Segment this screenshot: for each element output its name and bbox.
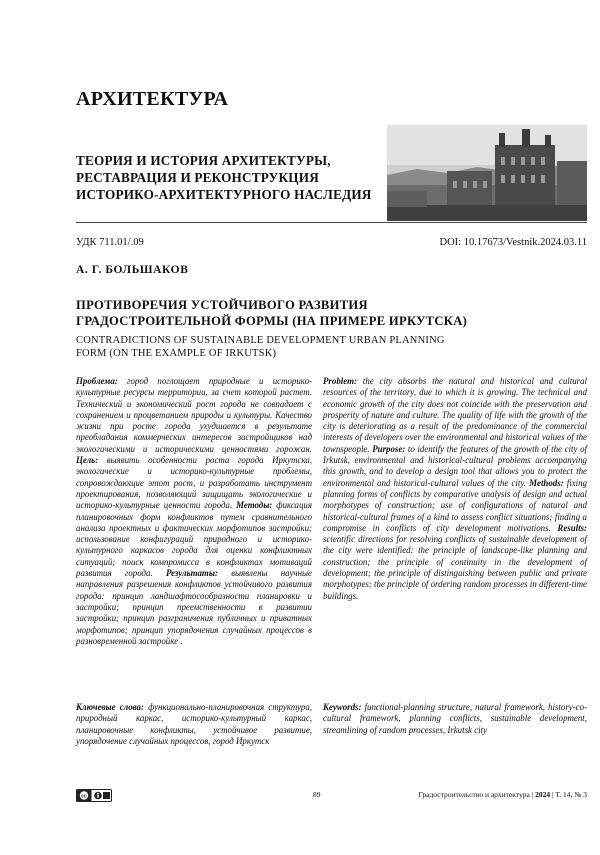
problem-label: Проблема:	[76, 376, 118, 386]
purpose-text: выявить особенности роста города Иркутска, экологические и историко-культурные проблемы, сопровождающие этот рост, и разработать инструмент проектирования, позволяющий защищать экологические и историко-культурные ценности города.	[76, 455, 312, 511]
page-number: 89	[313, 790, 321, 799]
purpose-text: to identify the features of the growth of the city of Irkutsk, environmental and historical-cultural problems accompanying this growth, and to develop a design tool that allows you to protect the environmental and historical-cultural values of the city.	[323, 443, 587, 488]
keywords-label: Keywords:	[323, 702, 362, 712]
abstract-ru	[76, 376, 312, 647]
svg-text:cc: cc	[81, 793, 87, 800]
methods-text: fixing planning forms of conflicts by comparative analysis of design and actual morphotypes of construction; use of configurations of natural and historical-cultural frames of a kind to assess conflict situations; finding a compromise in conflicts of city development motivations.	[323, 477, 587, 533]
results-text: scientific directions for resolving conflicts of sustainable development of the city were identified: the principle of landscape-like planning and construction; the principle of continuity in the development of development; the principle of distinguishing between public and private morphotypes; the principle of ordering random processes in different-time buildings.	[323, 534, 587, 601]
purpose-label: Purpose:	[372, 443, 406, 454]
purpose-label: Цель:	[76, 455, 99, 466]
header-divider	[76, 222, 587, 223]
author: А. Г. БОЛЬШАКОВ	[76, 264, 189, 276]
separator: |	[529, 790, 536, 799]
section-title: АРХИТЕКТУРА	[76, 88, 229, 110]
doi[interactable]: DOI: 10.17673/Vestnik.2024.03.11	[439, 237, 587, 248]
methods-text: фиксация планировочных форм конфликтов путем сравнительного анализа проектных и фактических морфотипов застройки; использование конфигураций природного и историко-культурного каркасов города для оценки конфликтных ситуаций; поиск компромисса в конфликтах мотиваций развития города.	[76, 500, 312, 579]
keywords-label: Ключевые слова:	[76, 702, 144, 712]
keywords-en	[323, 702, 587, 736]
keywords-text: functional-planning structure, natural framework, history-co-cultural framework, planning conflicts, sustainable development, streamlining of random processes, Irkutsk city	[323, 702, 587, 735]
results-label: Результаты:	[165, 568, 218, 579]
results-label: Results:	[557, 522, 587, 533]
article-title-en: CONTRADICTIONS OF SUSTAINABLE DEVELOPMENT URBAN PLANNING FORM (ON THE EXAMPLE OF IRKUTSK)	[76, 335, 445, 359]
keywords-text: функционально-планировочная структура, природный каркас, историко-культурный каркас, планировочные конфликты, устойчивое развитие, упорядочение случайных процессов, город Иркутск	[76, 702, 312, 746]
article-title-ru: ПРОТИВОРЕЧИЯ УСТОЙЧИВОГО РАЗВИТИЯ ГРАДОСТРОИТЕЛЬНОЙ ФОРМЫ (НА ПРИМЕРЕ ИРКУТСКА)	[76, 298, 468, 328]
udk-code: УДК 711.01/.09	[76, 237, 144, 248]
journal-year: 2024	[535, 790, 551, 799]
problem-text: город поглощает природные и историко-культурные ресурсы территории, за счет которой растет. Технический и экономический рост города не совпадает с сохранением и процветанием природы и культуры. Качество жизни при росте города ухудшается в результате преобладания коммерческих интересов застройщиков над экологическими и историческими ценностями горожан.	[76, 376, 312, 454]
cc-by-icon[interactable]	[76, 789, 112, 802]
problem-label: Problem:	[323, 376, 358, 386]
separator: |	[550, 790, 556, 799]
abstract-en	[323, 376, 587, 602]
results-text: выявлены научные направления разрешения конфликтов устойчивого развития города: принцип ландшафтосообразности планировки и застройки; принцип преемственности в развитии застройки; принцип разграничения публичных и приватных морфотипов; принцип упорядочения случайных процессов в разновременной застройке .	[76, 568, 312, 646]
methods-label: Methods:	[529, 477, 564, 488]
methods-label: Методы:	[236, 500, 273, 511]
subsection-title: ТЕОРИЯ И ИСТОРИЯ АРХИТЕКТУРЫ, РЕСТАВРАЦИЯ И РЕКОНСТРУКЦИЯ ИСТОРИКО-АРХИТЕКТУРНОГО НАСЛЕДИЯ	[76, 153, 372, 202]
journal-info	[419, 790, 587, 799]
journal-name: Градостроительство и архитектура	[418, 790, 530, 799]
problem-text: the city absorbs the natural and historical and cultural resources of the territory, due to which it is growing. The technical and economic growth of the city does not coincide with the preservation and prosperity of nature and culture. The quality of life with the growth of the city is deteriorating as a result of the predominance of the commercial interests of developers over the environmental and historical values of the townspeople.	[323, 376, 587, 454]
journal-volume: Т. 14, № 3	[555, 790, 587, 799]
keywords-ru	[76, 702, 312, 747]
building-photo	[387, 125, 587, 221]
